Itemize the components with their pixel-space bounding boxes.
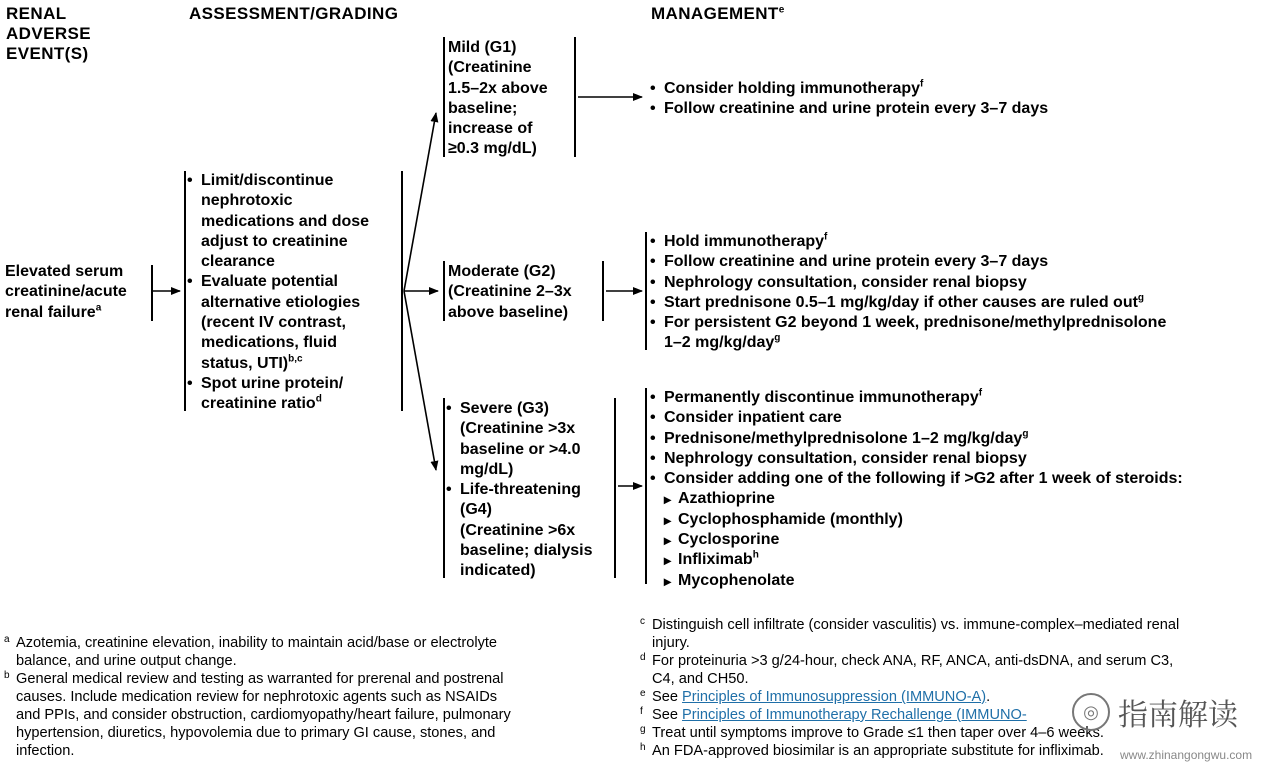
- option-item: ▸ Azathioprine: [664, 489, 1183, 509]
- grade-life-threatening-item: • Life-threatening (G4) (Creatinine >6x baseline; dialysis indicated): [446, 480, 614, 581]
- management-item: • Prednisone/methylprednisolone 1–2 mg/kg/day$^g$: [650, 429, 1183, 449]
- option-item: ▸ Infliximab$^h$: [664, 550, 1183, 570]
- management-item: • Start prednisone 0.5–1 mg/kg/day if other causes are ruled out$^g$: [650, 293, 1166, 313]
- footnote-b: b General medical review and testing as warranted for prerenal and postrenal causes. Include medication review for nephrotoxic agents such as NSAIDs and PPIs, and consider obstruction, cardiomyopathy/heart failure, pulmonary hypertension, diuretics, hypovolemia due to primary GI cause, stones, and infection.: [4, 670, 511, 759]
- management-item: • Follow creatinine and urine protein every 3–7 days: [650, 252, 1166, 272]
- footnotes-left: [4, 634, 624, 760]
- assessment-item: • Spot urine protein/ creatinine ratio$^d$: [187, 374, 401, 415]
- assessment-item: • Evaluate potential alternative etiologies (recent IV contrast, medications, fluid status, UTI)$^{b,c}$: [187, 272, 401, 373]
- watermark-url: www.zhinangongwu.com: [1120, 748, 1253, 762]
- event-box: Elevated serum creatinine/acute renal failure$^a$: [5, 263, 127, 321]
- management-item: • Consider adding one of the following if >G2 after 1 week of steroids: ▸ Azathioprine ▸ Cyclophosphamide (monthly) ▸ Cyclosporine ▸ Infliximab$^h$ ▸ Mycophenolate: [650, 469, 1183, 591]
- footnote-f: f See Principles of Immunotherapy Rechallenge (IMMUNO-: [640, 706, 1027, 723]
- management-item: • Consider holding immunotherapy$^f$: [650, 79, 1048, 99]
- footnotes-right: [640, 616, 1276, 760]
- footnote-g: g Treat until symptoms improve to Grade ≤1 then taper over 4–6 weeks.: [640, 724, 1104, 741]
- management-item: • Nephrology consultation, consider renal biopsy: [650, 449, 1183, 469]
- header-management: MANAGEMENT$^e$: [651, 4, 785, 23]
- management-item: • Permanently discontinue immunotherapy$^f$: [650, 388, 1183, 408]
- grade-mild-box: Mild (G1) (Creatinine 1.5–2x above baseline; increase of ≥0.3 mg/dL): [448, 39, 548, 158]
- footnote-h: h An FDA-approved biosimilar is an appropriate substitute for infliximab.: [640, 742, 1104, 759]
- arrow-to-severe: [404, 291, 436, 470]
- link-immuno-a[interactable]: Principles of Immunosuppression (IMMUNO-A): [682, 689, 987, 705]
- grade-severe-item: • Severe (G3) (Creatinine >3x baseline or >4.0 mg/dL): [446, 399, 614, 480]
- option-item: ▸ Mycophenolate: [664, 571, 1183, 591]
- footnote-e: e See Principles of Immunosuppression (IMMUNO-A).: [640, 688, 991, 705]
- management-item: • Consider inpatient care: [650, 408, 1183, 428]
- management-item: • Nephrology consultation, consider renal biopsy: [650, 273, 1166, 293]
- link-immuno-rechallenge[interactable]: Principles of Immunotherapy Rechallenge (IMMUNO-: [682, 707, 1027, 723]
- watermark: ◎ 指南解读: [1072, 690, 1238, 734]
- wechat-logo-icon: ◎: [1072, 693, 1110, 731]
- management-item: • For persistent G2 beyond 1 week, prednisone/methylprednisolone 1–2 mg/kg/day$^g$: [650, 313, 1166, 354]
- footnote-a: a Azotemia, creatinine elevation, inability to maintain acid/base or electrolyte balance, and urine output change.: [4, 634, 498, 669]
- header-renal-adverse-events: RENAL ADVERSE EVENT(S): [6, 4, 91, 63]
- footnote-c: c Distinguish cell infiltrate (consider vasculitis) vs. immune-complex–mediated renal injury.: [640, 616, 1180, 651]
- assessment-item: • Limit/discontinue nephrotoxic medications and dose adjust to creatinine clearance: [187, 171, 401, 272]
- footnote-d: d For proteinuria >3 g/24-hour, check ANA, RF, ANCA, anti-dsDNA, and serum C3, C4, and CH50.: [640, 652, 1174, 687]
- arrow-to-mild: [404, 113, 436, 291]
- management-item: • Hold immunotherapy$^f$: [650, 232, 1166, 252]
- management-item: • Follow creatinine and urine protein every 3–7 days: [650, 99, 1048, 119]
- header-assessment-grading: ASSESSMENT/GRADING: [189, 4, 399, 23]
- option-item: ▸ Cyclosporine: [664, 530, 1183, 550]
- option-item: ▸ Cyclophosphamide (monthly): [664, 510, 1183, 530]
- grade-moderate-box: Moderate (G2) (Creatinine 2–3x above baseline): [448, 263, 572, 321]
